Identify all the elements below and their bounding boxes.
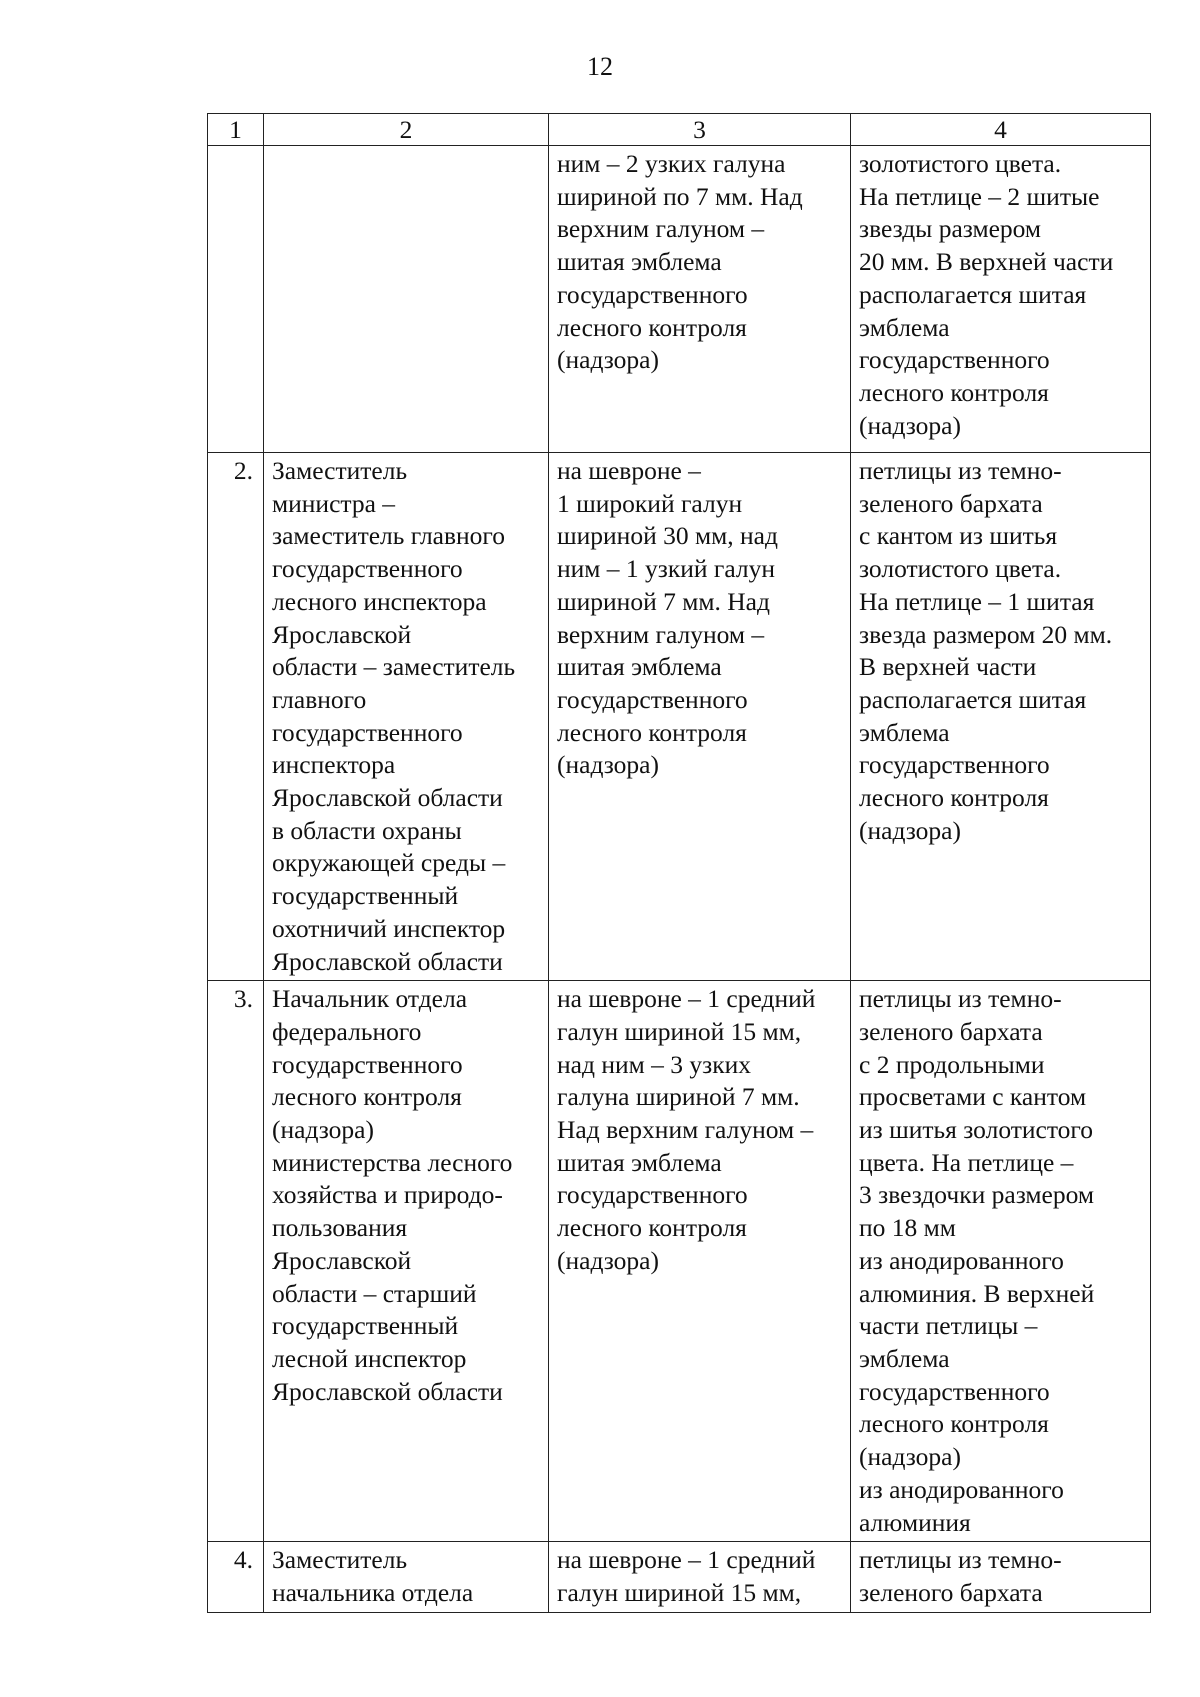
cell-text-line: лесной инспектор bbox=[272, 1343, 467, 1373]
cell-text-line: 3 звездочки размером bbox=[859, 1180, 1095, 1210]
column-header-4: 4 bbox=[851, 114, 1151, 146]
cell-text-line: алюминия bbox=[859, 1507, 971, 1537]
cell-text-line: лесного контроля bbox=[557, 717, 747, 747]
cell-text-line: части петлицы – bbox=[859, 1311, 1038, 1341]
cell-text-line: государственного bbox=[557, 279, 748, 309]
cell-text-line: инспектора bbox=[272, 750, 396, 780]
cell-text-line: лесного контроля bbox=[557, 1213, 747, 1243]
table-row bbox=[208, 146, 1151, 453]
cell-text-line: области – старший bbox=[272, 1278, 477, 1308]
cell-text-line: из анодированного bbox=[859, 1245, 1064, 1275]
cell-text-line: золотистого цвета. bbox=[859, 554, 1062, 584]
cell-text-line: лесного контроля bbox=[859, 783, 1049, 813]
cell-text-line: ним – 2 узких галуна bbox=[557, 149, 786, 178]
cell-text-line: государственного bbox=[557, 684, 748, 714]
cell-text-line: Ярославской области bbox=[272, 946, 503, 976]
column-header-3: 3 bbox=[549, 114, 851, 146]
cell-text-line: (надзора) bbox=[557, 1245, 659, 1275]
cell-text-line: федерального bbox=[272, 1016, 422, 1046]
collar-tab-description-cell bbox=[851, 146, 1151, 453]
cell-text-line: Ярославской области bbox=[272, 1376, 503, 1406]
row-number bbox=[208, 146, 264, 453]
row-number: 4. bbox=[208, 1542, 264, 1612]
cell-text-line: шитая эмблема bbox=[557, 247, 722, 277]
cell-text-line: Ярославской bbox=[272, 1245, 412, 1275]
chevron-description-cell bbox=[549, 453, 851, 981]
cell-text-line: верхним галуном – bbox=[557, 619, 765, 649]
cell-text-line: охотничий инспектор bbox=[272, 913, 506, 943]
cell-text-line: шириной 7 мм. Над bbox=[557, 586, 770, 616]
cell-text-line: (надзора) bbox=[557, 750, 659, 780]
cell-text-line: лесного инспектора bbox=[272, 586, 487, 616]
cell-text-line: петлицы из темно- bbox=[859, 456, 1062, 485]
collar-tab-description-cell bbox=[851, 453, 1151, 981]
cell-text-line: эмблема bbox=[859, 1343, 950, 1373]
cell-text-line: (надзора) bbox=[859, 1442, 961, 1472]
cell-text-line: государственный bbox=[272, 881, 459, 911]
cell-text-line: по 18 мм bbox=[859, 1213, 956, 1243]
cell-text-line: 1 широкий галун bbox=[557, 488, 743, 518]
cell-text-line: лесного контроля bbox=[272, 1082, 462, 1112]
cell-text-line: шитая эмблема bbox=[557, 1147, 722, 1177]
uniform-insignia-table bbox=[207, 113, 1151, 1613]
cell-text-line: петлицы из темно- bbox=[859, 984, 1062, 1014]
cell-text-line: государственного bbox=[859, 1376, 1050, 1406]
cell-text-line: галун шириной 15 мм, bbox=[557, 1577, 802, 1607]
cell-text-line: эмблема bbox=[859, 312, 950, 342]
table-header-row bbox=[208, 114, 1151, 146]
table-row bbox=[208, 981, 1151, 1542]
cell-text-line: На петлице – 2 шитые bbox=[859, 181, 1100, 211]
cell-text-line: (надзора) bbox=[859, 815, 961, 845]
cell-text-line: Над верхним галуном – bbox=[557, 1115, 814, 1145]
collar-tab-description-cell bbox=[851, 981, 1151, 1542]
cell-text-line: главного bbox=[272, 684, 367, 714]
cell-text-line: алюминия. В верхней bbox=[859, 1278, 1095, 1308]
cell-text-line: зеленого бархата bbox=[859, 1016, 1043, 1046]
cell-text-line: (надзора) bbox=[557, 345, 659, 375]
cell-text-line: зеленого бархата bbox=[859, 1577, 1043, 1607]
cell-text-line: из анодированного bbox=[859, 1474, 1064, 1504]
cell-text-line: с 2 продольными bbox=[859, 1049, 1045, 1079]
cell-text-line: министерства лесного bbox=[272, 1147, 513, 1177]
cell-text-line: государственного bbox=[272, 717, 463, 747]
cell-text-line: на шевроне – 1 средний bbox=[557, 984, 816, 1014]
cell-text-line: на шевроне – 1 средний bbox=[557, 1545, 816, 1575]
page-number: 12 bbox=[587, 52, 613, 81]
cell-text-line: петлицы из темно- bbox=[859, 1545, 1062, 1575]
chevron-description-cell bbox=[549, 1542, 851, 1612]
chevron-description-cell bbox=[549, 146, 851, 453]
cell-text-line: шириной по 7 мм. Над bbox=[557, 181, 803, 211]
cell-text-line: просветами с кантом bbox=[859, 1082, 1087, 1112]
position-title-cell bbox=[264, 1542, 549, 1612]
collar-tab-description-cell bbox=[851, 1542, 1151, 1612]
cell-text-line: Начальник отдела bbox=[272, 984, 468, 1014]
cell-text-line: На петлице – 1 шитая bbox=[859, 586, 1095, 616]
cell-text-line: звезда размером 20 мм. bbox=[859, 619, 1113, 649]
position-title-cell bbox=[264, 146, 549, 453]
cell-text-line: 20 мм. В верхней части bbox=[859, 247, 1114, 277]
cell-text-line: государственного bbox=[859, 345, 1050, 375]
cell-text-line: располагается шитая bbox=[859, 684, 1087, 714]
cell-text-line: шириной 30 мм, над bbox=[557, 521, 778, 551]
cell-text-line: Ярославской области bbox=[272, 783, 503, 813]
cell-text-line: из шитья золотистого bbox=[859, 1115, 1093, 1145]
position-title-cell bbox=[264, 453, 549, 981]
cell-text-line: галун шириной 15 мм, bbox=[557, 1016, 802, 1046]
cell-text-line: лесного контроля bbox=[557, 312, 747, 342]
cell-text-line: начальника отдела bbox=[272, 1577, 474, 1607]
cell-text-line: Ярославской bbox=[272, 619, 412, 649]
cell-text-line: галуна шириной 7 мм. bbox=[557, 1082, 800, 1112]
cell-text-line: Заместитель bbox=[272, 1545, 408, 1575]
cell-text-line: Заместитель bbox=[272, 456, 408, 485]
cell-text-line: государственного bbox=[272, 1049, 463, 1079]
chevron-description-cell bbox=[549, 981, 851, 1542]
cell-text-line: ним – 1 узкий галун bbox=[557, 554, 776, 584]
cell-text-line: государственного bbox=[557, 1180, 748, 1210]
cell-text-line: с кантом из шитья bbox=[859, 521, 1058, 551]
cell-text-line: над ним – 3 узких bbox=[557, 1049, 751, 1079]
cell-text-line: В верхней части bbox=[859, 652, 1037, 682]
cell-text-line: хозяйства и природо- bbox=[272, 1180, 503, 1210]
cell-text-line: окружающей среды – bbox=[272, 848, 506, 878]
table-row bbox=[208, 1542, 1151, 1612]
cell-text-line: эмблема bbox=[859, 717, 950, 747]
cell-text-line: государственного bbox=[859, 750, 1050, 780]
cell-text-line: (надзора) bbox=[272, 1115, 374, 1145]
cell-text-line: звезды размером bbox=[859, 214, 1042, 244]
row-number: 3. bbox=[208, 981, 264, 1542]
cell-text-line: на шевроне – bbox=[557, 456, 701, 485]
cell-text-line: заместитель главного bbox=[272, 521, 505, 551]
cell-text-line: в области охраны bbox=[272, 815, 462, 845]
cell-text-line: золотистого цвета. bbox=[859, 149, 1062, 178]
cell-text-line: шитая эмблема bbox=[557, 652, 722, 682]
position-title-cell bbox=[264, 981, 549, 1542]
cell-text-line: лесного контроля bbox=[859, 1409, 1049, 1439]
cell-text-line: министра – bbox=[272, 488, 396, 518]
cell-text-line: располагается шитая bbox=[859, 279, 1087, 309]
cell-text-line: верхним галуном – bbox=[557, 214, 765, 244]
cell-text-line: (надзора) bbox=[859, 410, 961, 440]
cell-text-line: области – заместитель bbox=[272, 652, 516, 682]
column-header-2: 2 bbox=[264, 114, 549, 146]
cell-text-line: лесного контроля bbox=[859, 377, 1049, 407]
column-header-1: 1 bbox=[208, 114, 264, 146]
cell-text-line: пользования bbox=[272, 1213, 408, 1243]
cell-text-line: государственного bbox=[272, 554, 463, 584]
row-number: 2. bbox=[208, 453, 264, 981]
cell-text-line: государственный bbox=[272, 1311, 459, 1341]
table-row bbox=[208, 453, 1151, 981]
cell-text-line: зеленого бархата bbox=[859, 488, 1043, 518]
cell-text-line: цвета. На петлице – bbox=[859, 1147, 1074, 1177]
